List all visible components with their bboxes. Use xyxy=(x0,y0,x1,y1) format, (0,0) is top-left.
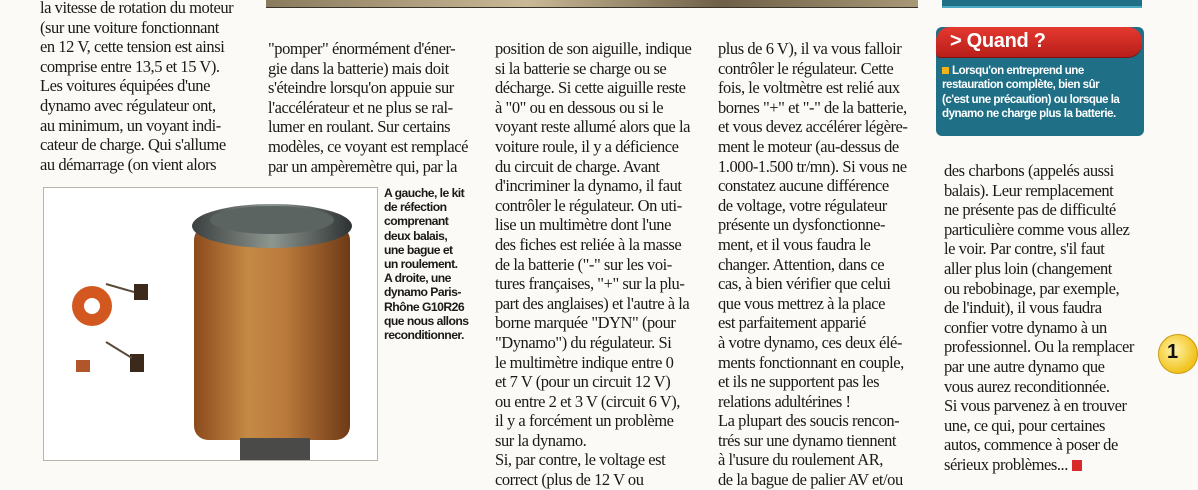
text-line: est parfaitement apparié xyxy=(718,313,866,333)
text-line: ne présente pas de difficulté xyxy=(944,200,1116,220)
text-line: lise un multimètre dont l'une xyxy=(495,215,671,235)
text-line: le multimètre indique entre 0 xyxy=(495,352,674,372)
caption-line: que nous allons xyxy=(384,313,469,328)
text-line: de la batterie ("-" sur les voi- xyxy=(495,254,672,274)
text-line: ments fonctionnant en couple, xyxy=(718,352,904,372)
text-line: et vous devez accélérer légère- xyxy=(718,117,908,137)
caption-line: comprenant xyxy=(384,214,449,229)
caption-line: de réfection xyxy=(384,200,447,215)
text-line: par un ampèremètre qui, par la xyxy=(268,156,457,176)
text-line: et 7 V (pour un circuit 12 V) xyxy=(495,372,671,392)
brush-icon xyxy=(130,354,144,372)
dynamo-cap-top xyxy=(210,206,334,234)
quand-line: dynamo ne charge plus la batterie. xyxy=(942,106,1116,120)
text-line: Si, par contre, le voltage est xyxy=(495,450,666,470)
text-line: confier votre dynamo à un xyxy=(944,317,1107,337)
caption-line: A gauche, le kit xyxy=(384,186,465,200)
quand-header xyxy=(936,27,1142,57)
text-line: 1.000-1.500 tr/mn). Si vous ne xyxy=(718,156,907,176)
caption-line: Rhône G10R26 xyxy=(384,299,465,314)
page-number: 1 xyxy=(1167,341,1179,363)
text-line: changer. Attention, dans ce xyxy=(718,254,885,274)
text-line: La plupart des soucis rencon- xyxy=(718,411,900,431)
dynamo-photo xyxy=(43,187,378,461)
caption-line: un roulement. xyxy=(384,257,458,272)
text-line: gie dans la batterie) mais doit xyxy=(268,58,449,78)
photo-caption xyxy=(384,186,484,342)
bullet-icon xyxy=(942,67,949,74)
text-line: particulière comme vous allez xyxy=(944,219,1130,239)
article-column-2 xyxy=(268,39,490,176)
text-line: sur la dynamo. xyxy=(495,430,587,450)
brush-icon xyxy=(134,284,148,300)
text-line: des fiches est reliée à la masse xyxy=(495,234,682,254)
text-line: cateur de charge. Qui s'allume xyxy=(40,135,226,155)
caption-line: reconditionner. xyxy=(384,328,464,343)
page-number-badge xyxy=(1158,334,1198,374)
text-line: dynamo avec régulateur ont, xyxy=(40,95,216,115)
dynamo-body xyxy=(194,226,350,440)
dynamo-photo-illustration xyxy=(44,188,377,460)
text-line: borne marquée "DYN" (pour xyxy=(495,313,676,333)
text-line: constatez aucune différence xyxy=(718,176,889,196)
text-line: "pomper" énormément d'éner- xyxy=(268,39,456,58)
caption-line: deux balais, xyxy=(384,228,448,243)
quand-line: (c'est une précaution) ou lorsque la xyxy=(942,92,1120,106)
article-column-5 xyxy=(944,161,1174,475)
text-line: contrôler le régulateur. On uti- xyxy=(495,195,682,215)
text-line: et ils ne supportent pas les xyxy=(718,372,880,392)
text-line: ment, et il vous faudra le xyxy=(718,234,871,254)
text-line: bornes "+" et "-" de la batterie, xyxy=(718,97,907,117)
article-column-4 xyxy=(718,39,940,490)
text-line: comprise entre 13,5 et 15 V). xyxy=(40,56,220,76)
end-of-article-icon xyxy=(1072,460,1082,471)
text-line: à "0" ou en dessous ou si le xyxy=(495,97,664,117)
text-line: de l'induit), il vous faudra xyxy=(944,298,1102,318)
text-line: décharge. Si cette aiguille reste xyxy=(495,78,686,98)
text-line: une, ce qui, pour certaines xyxy=(944,415,1106,435)
text-line: il y a forcément un problème xyxy=(495,411,674,431)
text-line: l'accélérateur et ne plus se ral- xyxy=(268,97,453,117)
text-line: au minimum, un voyant indi- xyxy=(40,115,221,135)
dynamo-terminal xyxy=(240,438,310,460)
text-line: s'éteindre lorsqu'on appuie sur xyxy=(268,78,454,98)
text-line-end: sérieux problèmes... xyxy=(944,454,1068,474)
text-line: position de son aiguille, indique xyxy=(495,39,692,58)
text-line: de voltage, votre régulateur xyxy=(718,195,887,215)
text-line: à votre dynamo, ces deux élé- xyxy=(718,332,902,352)
quand-title: > Quand ? xyxy=(950,30,1046,52)
text-line: fois, le voltmètre est relié aux xyxy=(718,78,900,98)
text-line: ou rebobinage, par exemple, xyxy=(944,278,1120,298)
text-line: de la bague de palier AV et/ou xyxy=(718,470,903,490)
text-line: modèles, ce voyant est remplacé xyxy=(268,136,469,156)
text-line: d'incriminer la dynamo, il faut xyxy=(495,176,682,196)
text-line: aller plus loin (changement xyxy=(944,258,1112,278)
text-line: par une autre dynamo que xyxy=(944,356,1105,376)
text-line xyxy=(944,455,1174,475)
text-line: ou entre 2 et 3 V (circuit 6 V), xyxy=(495,391,680,411)
top-photo-strip xyxy=(266,0,918,8)
text-line: ment le moteur (au-dessus de xyxy=(718,136,899,156)
text-line: cas, à bien vérifier que celui xyxy=(718,274,891,294)
text-line: Les voitures équipées d'une xyxy=(40,76,210,96)
text-line: le voir. Par contre, s'il faut xyxy=(944,239,1105,259)
text-line: que vous mettrez à la place xyxy=(718,293,885,313)
text-line: Si vous parvenez à en trouver xyxy=(944,396,1127,416)
text-line: "Dynamo") du régulateur. Si xyxy=(495,332,672,352)
text-line: balais). Leur remplacement xyxy=(944,180,1114,200)
text-line: en 12 V, cette tension est ainsi xyxy=(40,37,225,57)
text-line: du circuit de charge. Avant xyxy=(495,156,660,176)
text-line: si la batterie se charge ou se xyxy=(495,58,667,78)
text-line: des charbons (appelés aussi xyxy=(944,161,1114,180)
caption-line: A droite, une xyxy=(384,271,451,286)
text-line: trés sur une dynamo tiennent xyxy=(718,430,897,450)
caption-line: une bague et xyxy=(384,242,453,257)
text-line: à l'usure du roulement AR, xyxy=(718,450,883,470)
text-line: présente un dysfonctionne- xyxy=(718,215,885,235)
text-line: la vitesse de rotation du moteur xyxy=(40,0,234,17)
text-line: plus de 6 V), il va vous falloir xyxy=(718,39,902,58)
text-line: tures françaises, "+" sur la plu- xyxy=(495,274,685,294)
quand-text xyxy=(942,64,1142,121)
text-line: voiture roule, il y a déficience xyxy=(495,136,679,156)
text-line: contrôler le régulateur. Cette xyxy=(718,58,894,78)
text-line: lumer en roulant. Sur certains xyxy=(268,117,451,137)
text-line: correct (plus de 12 V ou xyxy=(495,470,644,490)
bearing-icon xyxy=(76,360,90,372)
text-line: voyant reste allumé alors que la xyxy=(495,117,690,137)
caption-line: dynamo Paris- xyxy=(384,285,461,300)
article-column-3 xyxy=(495,39,717,490)
quand-sidebar-box xyxy=(936,27,1144,136)
article-column-1 xyxy=(40,0,262,174)
text-line: (sur une voiture fonctionnant xyxy=(40,17,219,37)
text-line: part des anglaises) et l'autre à la xyxy=(495,293,690,313)
text-line: relations adultérines ! xyxy=(718,391,851,411)
quand-line: Lorsqu'on entreprend une xyxy=(952,64,1084,77)
text-line: professionnel. Ou la remplacer xyxy=(944,337,1134,357)
top-sidebar-strip xyxy=(942,0,1142,8)
text-line: vous aurez reconditionnée. xyxy=(944,376,1110,396)
text-line: au démarrage (on vient alors xyxy=(40,154,217,174)
quand-line: restauration complète, bien sûr xyxy=(942,78,1100,92)
text-line: autos, commence à poser de xyxy=(944,435,1118,455)
